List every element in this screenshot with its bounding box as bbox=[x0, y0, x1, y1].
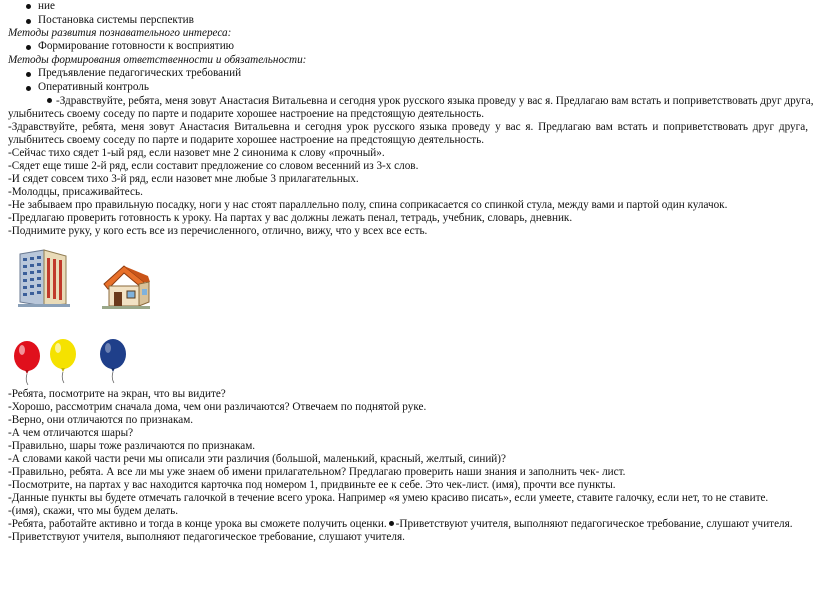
bullet-dot bbox=[26, 4, 31, 9]
text-line: -Сядет еще тише 2-й ряд, если составит предложение со словом весенний из 3-х слов. bbox=[8, 160, 419, 172]
text-line: -Хорошо, рассмотрим сначала дома, чем они различаются? Отвечаем по поднятой руке. bbox=[8, 401, 427, 413]
section-heading-interest: Методы развития познавательного интереса: bbox=[8, 27, 232, 39]
text-line: -Сейчас тихо сядет 1-ый ряд, если назовет мне 2 синонима к слову «прочный». bbox=[8, 147, 385, 159]
section-heading-responsibility: Методы формирования ответственности и обязательности: bbox=[8, 54, 307, 66]
building-icon bbox=[18, 248, 70, 310]
blue-balloon-icon bbox=[98, 338, 130, 384]
list-item: Предъявление педагогических требований bbox=[38, 67, 242, 79]
text-line: -Правильно, ребята. А все ли мы уже знаем об имени прилагательном? Предлагаю проверить наши знания и заполнить чек- лист. bbox=[8, 466, 626, 478]
bullet-dot bbox=[26, 19, 31, 24]
red-balloon-icon bbox=[12, 340, 44, 386]
text-line: -Правильно, шары тоже различаются по признакам. bbox=[8, 440, 256, 452]
text-line: -И сядет совсем тихо 3-й ряд, если назовет мне любые 3 прилагательных. bbox=[8, 173, 359, 185]
list-item: ние bbox=[38, 0, 55, 12]
text-line: -Посмотрите, на партах у вас находится карточка под номером 1, придвиньте ее к себе. Это чек-лист. (имя), прочти все пункты. bbox=[8, 479, 616, 491]
paragraph-bullet-line2: улыбнитесь своему соседу по парте и подарите хорошее настроение на предстоящую деятельность. bbox=[8, 108, 485, 120]
text-line: -(имя), скажи, что мы будем делать. bbox=[8, 505, 179, 517]
text-line: -А чем отличаются шары? bbox=[8, 427, 134, 439]
text-line: -А словами какой части речи мы описали эти различия (большой, маленький, красный, желтый, синий)? bbox=[8, 453, 506, 465]
text-line: -Данные пункты вы будете отмечать галочкой в течение всего урока. Например «я умею красиво писать», если умеете, ставите галочку, если нет, то не ставите. bbox=[8, 492, 769, 504]
yellow-balloon-icon bbox=[48, 338, 80, 384]
bullet-dot bbox=[47, 98, 52, 103]
list-item: Постановка системы перспектив bbox=[38, 14, 194, 26]
text-line-mixed: -Ребята, работайте активно и тогда в конце урока вы сможете получить оценки. -Приветствуют учителя, выполняют педагогическое требование, слушают учителя. bbox=[8, 518, 793, 530]
bullet-dot bbox=[389, 521, 394, 526]
house-icon bbox=[100, 262, 152, 310]
bullet-dot bbox=[26, 86, 31, 91]
text-line: -Ребята, посмотрите на экран, что вы видите? bbox=[8, 388, 226, 400]
text-line: -Не забываем про правильную посадку, ноги у нас стоят параллельно полу, спина соприкасается со спинкой стула, между вами и партой один кулачок. bbox=[8, 199, 728, 211]
text-line: -Верно, они отличаются по признакам. bbox=[8, 414, 194, 426]
text-line: -Поднимите руку, у кого есть все из перечисленного, отлично, вижу, что у всех все есть. bbox=[8, 225, 428, 237]
list-item: Формирование готовности к восприятию bbox=[38, 40, 235, 52]
paragraph-line: -Здравствуйте, ребята, меня зовут Анастасия Витальевна и сегодня урок русского языка проведу у вас я. Предлагаю вам встать и поприветствовать друг друга, bbox=[8, 121, 808, 133]
text-line: -Приветствуют учителя, выполняют педагогическое требование, слушают учителя. bbox=[8, 531, 405, 543]
paragraph-line: улыбнитесь своему соседу по парте и подарите хорошее настроение на предстоящую деятельность. bbox=[8, 134, 485, 146]
bullet-dot bbox=[26, 72, 31, 77]
text-line: -Предлагаю проверить готовность к уроку. На партах у вас должны лежать пенал, тетрадь, учебник, словарь, дневник. bbox=[8, 212, 573, 224]
list-item: Оперативный контроль bbox=[38, 81, 149, 93]
bullet-dot bbox=[26, 45, 31, 50]
paragraph-bullet-line1: -Здравствуйте, ребята, меня зовут Анастасия Витальевна и сегодня урок русского языка проведу у вас я. Предлагаю вам встать и поприветствовать друг друга, bbox=[47, 95, 814, 108]
text-line: -Молодцы, присаживайтесь. bbox=[8, 186, 143, 198]
